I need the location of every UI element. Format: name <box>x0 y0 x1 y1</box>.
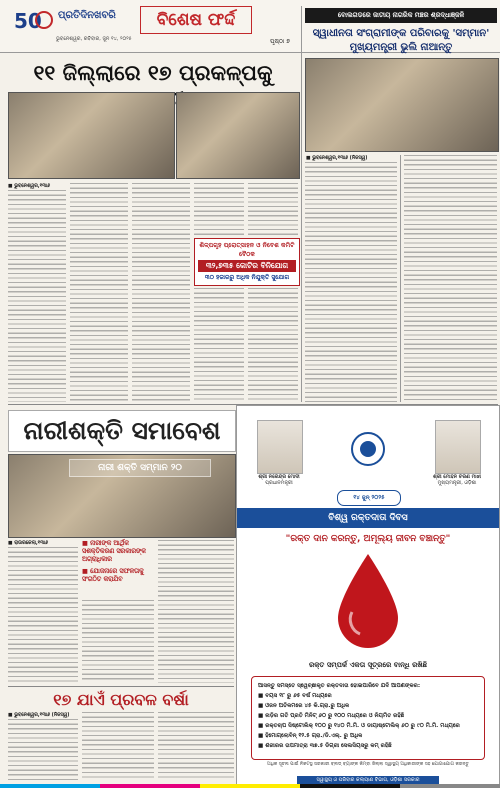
pm-name: ଶ୍ରୀ ନରେନ୍ଦ୍ର ମୋଦୀ <box>258 474 300 480</box>
eligibility-title: ଆସନ୍ତୁ ସମସ୍ତେ ସ୍ୱେଚ୍ଛାକୃତ ରକ୍ତଦାତା ହୋଇପାରିବେ ଯଦି ଆପଣଙ୍କର: <box>258 683 421 689</box>
column-rule <box>400 155 401 402</box>
anniversary-logo-icon <box>12 8 58 34</box>
cm-name: ଶ୍ରୀ ମୋହନ ଚରଣ ମାଝୀ <box>432 474 482 480</box>
pm-portrait <box>257 420 303 474</box>
right-story-byline: ■ ଭୁବନେଶ୍ୱର,୧୩ା୬ (ନିଜସ୍ୱ) <box>306 156 368 161</box>
blood-donor-day-ad <box>236 405 500 787</box>
main-story-text-col5a <box>248 183 298 235</box>
rain-headline: ୧୭ ଯାଏଁ ପ୍ରବଳ ବର୍ଷା <box>53 690 189 709</box>
nari-story-byline: ■ ରାଉରକେଲା,୧୩ା୬ <box>8 541 49 546</box>
rain-story-text-col1 <box>8 719 78 781</box>
meeting-photo-2 <box>176 92 300 179</box>
ad-tagline: ରକ୍ତ ସମ୍ପର୍କ ଏକତା ସୂତ୍ରରେ ବାନ୍ଧି ରଖିଛି <box>308 661 428 669</box>
right-story-text-col2 <box>404 155 497 402</box>
main-story-text-col1 <box>8 190 66 402</box>
eligibility-item: ■ ଓଜନ ଅତିକମରେ ୪୫ କି.ଗ୍ରା.ରୁ ଅଧିକ <box>258 703 350 709</box>
ad-quote: "ରକ୍ତ ଦାନ କରନ୍ତୁ, ଅମୂଲ୍ୟ ଜୀବନ ବଞ୍ଚାନ୍ତୁ" <box>285 534 451 544</box>
dateline: ଭୁବନେଶ୍ୱର, ରବିବାର, ଜୁନ ୧୪, ୨୦୨୫ <box>56 36 132 42</box>
eligibility-item: ■ ରକ୍ତଚାପ ସିଷ୍ଟୋଲିକ୍ ୧୦୦ ରୁ ୧୪୦ ମି.ମି. ଓ ଡାୟାଷ୍ଟୋଲିକ୍ ୬୦ ରୁ ୯୦ ମି.ମି. ମଧ୍ୟରେ <box>258 723 460 729</box>
eligibility-item: ■ ନାଡ଼ିର ଗତି ପ୍ରତି ମିନିଟ୍ ୬୦ ରୁ ୧୦୦ ମଧ୍ୟରେ ଓ ନିୟମିତ ରହିଛି <box>258 713 405 719</box>
main-story-text-col4a <box>194 183 244 235</box>
column-rule <box>301 6 302 402</box>
main-story-text-col3 <box>132 183 190 402</box>
section-divider <box>8 686 234 687</box>
main-story-byline: ■ ଭୁବନେଶ୍ୱର,୧୩ା୬ <box>8 184 50 189</box>
nari-story-text-col1 <box>8 547 78 683</box>
cm-title: ମୁଖ୍ୟମନ୍ତ୍ରୀ, ଓଡ଼ିଶା <box>437 480 477 486</box>
nari-bullet-2: ■ ଯୋଜନାରେ ସଫଳତାକୁ ସଂଗଠିତ କରାଯିବ <box>82 568 144 583</box>
ad-date: ୧୪ ଜୁନ୍ ୨୦୨୫ <box>337 490 401 506</box>
rain-story-text-col3 <box>158 712 234 781</box>
main-story-text-col5b <box>248 288 298 402</box>
cm-portrait <box>435 420 481 474</box>
eligibility-item: ■ ଶରୀରର ତାପମାତ୍ରା ୩୭.୫ ଡିଗ୍ରୀ ସେଲସିୟସରୁ କମ୍ ରହିଛି <box>258 743 392 749</box>
nari-story-text-col3 <box>158 540 234 683</box>
main-story-subhead-box <box>194 238 300 286</box>
main-story-text-col4b <box>194 288 244 402</box>
nari-shakti-photo <box>8 454 236 538</box>
subhead-jobs: ୩୦ ହଜାରରୁ ଅଧିକ ନିଯୁକ୍ତି ସୁଯୋଗ <box>204 274 290 281</box>
ad-footer-note: ଅଧିକ ସୂଚନା ପାଇଁ ନିକଟସ୍ଥ ସରକାରୀ ବ୍ଲଡ୍ ବ୍ୟାଙ୍କ କିମ୍ବା ଜିଲ୍ଲା ସ୍ୱାସ୍ଥ୍ୟ ଅଧିକାରୀଙ୍କ ସହ ଯୋଗାଯୋଗ କରନ୍ତୁ <box>267 762 469 767</box>
main-story-text-col2 <box>70 183 128 402</box>
nari-banner-text: ନାରୀ ଶକ୍ତି ସମ୍ମାନ ୨୦ <box>69 459 211 477</box>
eligibility-item: ■ ବୟସ ୧୮ ରୁ ୬୫ ବର୍ଷ ମଧ୍ୟରେ <box>258 693 332 699</box>
ad-day-title: ବିଶ୍ୱ ରକ୍ତଦାତା ଦିବସ <box>237 508 499 528</box>
donor-eligibility-list <box>251 676 485 760</box>
right-story-kicker: ବୋଲଗଡରେ ଜାତୀୟ ନାଗରିକ ମଞ୍ଚର ଶ୍ରଦ୍ଧାଞ୍ଜଳି <box>305 8 497 23</box>
section-title: ବିଶେଷ ଫର୍ଦ୍ଦ <box>140 6 252 34</box>
nari-bullets <box>82 540 154 596</box>
subhead-committee: ଶିଳ୍ପଗୃହ ପ୍ରୋତ୍ସାହନ ଓ ନିବେଶ କମିଟି ବୈଠକ <box>199 242 295 258</box>
print-color-bar <box>0 784 500 788</box>
svg-text:50: 50 <box>14 9 42 33</box>
right-story-photo <box>305 58 499 152</box>
right-story-headline: ସ୍ୱାଧୀନତା ସଂଗ୍ରାମୀଙ୍କ ପରିବାରକୁ 'ସମ୍ମାନ' ମୁଖ୍ୟମନ୍ତ୍ରୀ ଭୁଲି ନାଆନ୍ତୁ <box>312 28 490 53</box>
nari-shakti-headline: ନାରୀଶକ୍ତି ସମାବେଶ <box>8 410 236 452</box>
rain-story-text-col2 <box>82 712 154 781</box>
blood-drop-icon <box>332 552 404 652</box>
nari-story-text-col2 <box>82 600 154 683</box>
odisha-emblem-icon <box>349 430 387 468</box>
pm-title: ପ୍ରଧାନମନ୍ତ୍ରୀ <box>265 480 293 486</box>
eligibility-item: ■ ହିମୋଗ୍ଲୋବିନ୍ ୧୨.୫ ଗ୍ରା./ଡି.ଏଲ୍. ରୁ ଅଧିକ <box>258 733 363 739</box>
subhead-investment: ୩୨,୭୩୫ କୋଟିର ବିନିଯୋଗ <box>198 260 296 272</box>
ad-department: ସ୍ୱାସ୍ଥ୍ୟ ଓ ପରିବାର କଲ୍ୟାଣ ବିଭାଗ, ଓଡ଼ିଶା ସରକାର <box>297 776 439 785</box>
brand-name: ପ୍ରତିଦିନଖବରି <box>58 10 116 21</box>
meeting-photo-1 <box>8 92 175 179</box>
nari-bullet-1: ■ ନାରୀଙ୍କ ଆର୍ଥିକ ସଶକ୍ତିକରଣ ସରକାରଙ୍କ ଅଗ୍ରାଧିକାର <box>82 540 146 563</box>
main-headline: ୧୧ ଜିଲ୍ଲାରେ ୧୭ ପ୍ରକଳ୍ପକୁ <box>33 60 273 85</box>
rain-story-byline: ■ ଭୁବନେଶ୍ୱର,୧୩ା୬ (ନିଜସ୍ୱ) <box>8 713 70 718</box>
right-story-text-col1 <box>305 162 397 402</box>
page-number: ପୃଷ୍ଠା ୭ <box>270 38 290 45</box>
